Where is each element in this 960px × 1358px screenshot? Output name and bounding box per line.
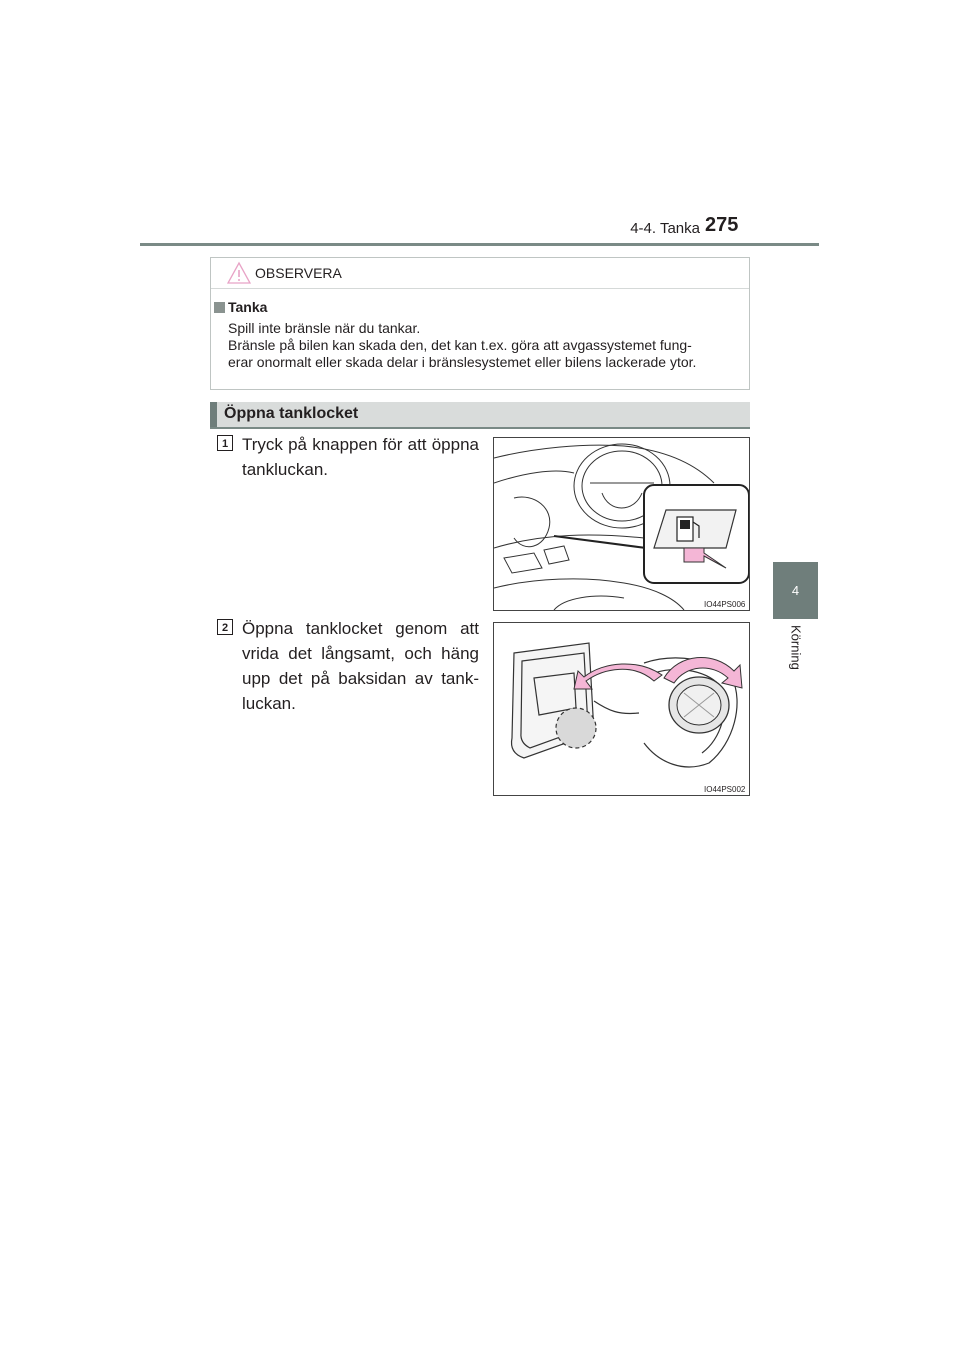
caution-header (211, 258, 749, 289)
step-2-text (242, 616, 479, 716)
warning-triangle-icon (227, 261, 251, 285)
step-number-2: 2 (217, 619, 233, 635)
figure-fuel-cap (493, 622, 750, 796)
page-number: 275 (705, 214, 739, 236)
step-2-line: vrida det långsamt, och häng (242, 644, 479, 663)
caution-line: Spill inte bränsle när du tankar. (228, 320, 421, 336)
dashboard-illustration (494, 438, 749, 610)
section-heading-accent (210, 402, 217, 427)
square-bullet-icon (214, 302, 225, 313)
caution-box (210, 257, 750, 390)
section-title: Öppna tanklocket (224, 405, 359, 422)
figure-code: IO44PS002 (704, 785, 746, 794)
header-rule (140, 243, 819, 246)
fuel-cap-illustration (494, 623, 749, 795)
figure-fuel-door-button (493, 437, 750, 611)
step-2-line: upp det på baksidan av tank- (242, 669, 479, 688)
chapter-title: Körning (788, 625, 803, 670)
step-2-line: Öppna tanklocket genom att (242, 619, 479, 638)
section-heading-bar (210, 402, 750, 429)
step-1-line: Tryck på knappen för att öppna (242, 435, 479, 454)
running-header-section: 4-4. Tanka (630, 220, 700, 237)
caution-body (228, 320, 748, 371)
caution-title: OBSERVERA (255, 265, 342, 281)
step-number-1: 1 (217, 435, 233, 451)
step-1-text (242, 432, 479, 482)
caution-line: erar onormalt eller skada delar i bränslesystemet eller bilens lackerade ytor. (228, 354, 697, 370)
chapter-tab: 4 (773, 562, 818, 619)
caution-line: Bränsle på bilen kan skada den, det kan t.ex. göra att avgassystemet fung- (228, 337, 692, 353)
chapter-title-vertical (773, 625, 818, 705)
step-2-line: luckan. (242, 694, 296, 713)
caution-subheading: Tanka (228, 299, 268, 315)
step-1-line: tankluckan. (242, 460, 328, 479)
figure-code: IO44PS006 (704, 600, 746, 609)
